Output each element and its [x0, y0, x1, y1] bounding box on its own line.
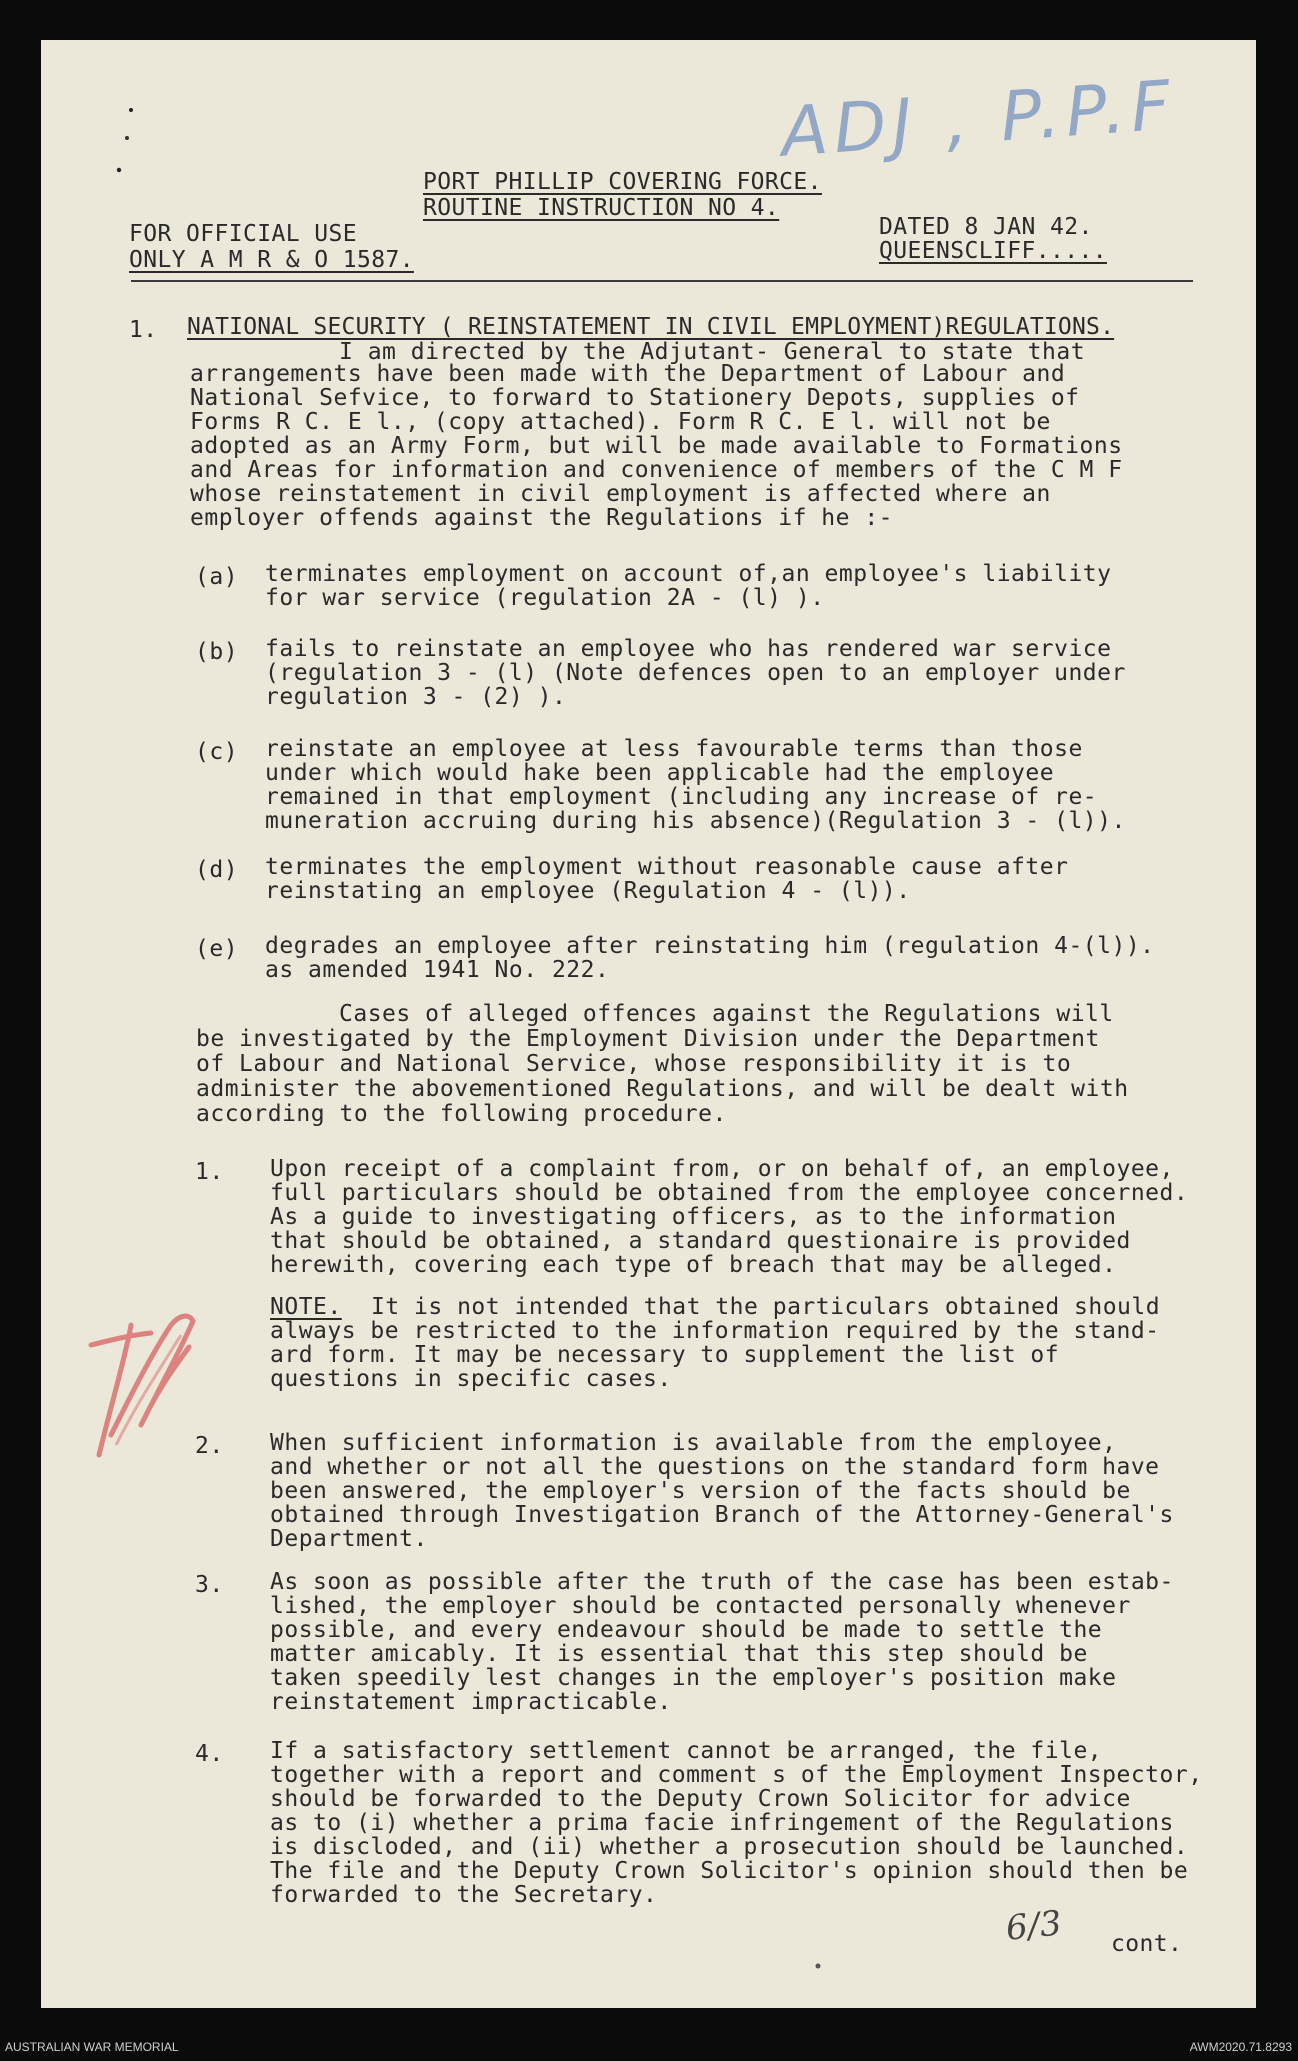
step-line: that should be obtained, a standard questionaire is provided — [270, 1228, 1131, 1254]
offence-line: (regulation 3 - (l) (Note defences open to an employer under — [265, 660, 1126, 686]
footer-reference: AWM2020.71.8293 — [1189, 2040, 1292, 2054]
classification-line-2: ONLY A M R & O 1587. — [129, 247, 414, 273]
offence-line: terminates the employment without reasonable cause after — [265, 854, 1069, 880]
step-line: Department. — [270, 1526, 428, 1552]
step-line: matter amicably. It is essential that this step should be — [270, 1641, 1088, 1667]
step-line: forwarded to the Secretary. — [270, 1882, 658, 1908]
offence-label: (b) — [195, 639, 239, 665]
intro-line: arrangements have been made with the Department of Labour and — [190, 361, 1066, 387]
step-line: herewith, covering each type of breach that may be alleged. — [270, 1252, 1117, 1278]
step-line: reinstatement impracticable. — [270, 1689, 672, 1715]
offence-line: terminates employment on account of,an employee's liability — [265, 561, 1112, 587]
offence-line: as amended 1941 No. 222. — [265, 957, 610, 983]
step-line: taken speedily lest changes in the employer's position make — [270, 1665, 1117, 1691]
step-line: questions in specific cases. — [270, 1366, 672, 1392]
intro-line: adopted as an Army Form, but will be made available to Formations — [190, 433, 1123, 459]
intro-line: whose reinstatement in civil employment is affected where an — [190, 481, 1051, 507]
punch-marks — [81, 80, 141, 190]
intro-line: I am directed by the Adjutant- General to state that — [339, 339, 1086, 365]
step-line: and whether or not all the questions on the standard form have — [270, 1454, 1160, 1480]
offence-line: under which would hake been applicable had the employee — [265, 760, 1055, 786]
small-mark — [813, 1961, 823, 1971]
offence-line: remained in that employment (including any increase of re- — [265, 784, 1098, 810]
step-line: as to (i) whether a prima facie infringement of the Regulations — [270, 1810, 1174, 1836]
step-line: If a satisfactory settlement cannot be arranged, the file, — [270, 1738, 1103, 1764]
intro-line: Forms R C. E l., (copy attached). Form R C. E l. will not be — [190, 409, 1051, 435]
offence-line: fails to reinstate an employee who has rendered war service — [265, 636, 1112, 662]
cases-line: Cases of alleged offences against the Regulations will — [339, 1001, 1114, 1027]
step-line: The file and the Deputy Crown Solicitor's opinion should then be — [270, 1858, 1189, 1884]
cases-line: of Labour and National Service, whose responsibility it is to — [196, 1051, 1072, 1077]
dated-line: DATED 8 JAN 42. — [879, 214, 1093, 240]
classification-line-1: FOR OFFICIAL USE — [129, 221, 357, 247]
step-line: together with a report and comment s of the Employment Inspector, — [270, 1762, 1203, 1788]
offence-line: reinstating an employee (Regulation 4 - (l)). — [265, 878, 911, 904]
continued-marker: cont. — [1111, 1931, 1183, 1957]
step-line: ard form. It may be necessary to supplement the list of — [270, 1342, 1060, 1368]
step-line: full particulars should be obtained from the employee concerned. — [270, 1180, 1189, 1206]
step-line: It is not intended that the particulars obtained should — [371, 1294, 1161, 1320]
document-title: PORT PHILLIP COVERING FORCE. — [423, 169, 822, 195]
step-line: been answered, the employer's version of the facts should be — [270, 1478, 1131, 1504]
step-line: is discloded, and (ii) whether a prosecution should be launched. — [270, 1834, 1189, 1860]
intro-line: employer offends against the Regulations if he :- — [190, 505, 894, 531]
red-initials-mark — [71, 1285, 211, 1465]
cases-line: administer the abovementioned Regulations, and will be dealt with — [196, 1076, 1129, 1102]
step-line: As soon as possible after the truth of the case has been estab- — [270, 1569, 1174, 1595]
section-number: 1. — [129, 317, 158, 343]
step-number: 4. — [195, 1741, 224, 1767]
handwritten-initials: 6/3 — [1004, 1903, 1064, 1949]
offence-line: muneration accruing during his absence)(Regulation 3 - (l)). — [265, 808, 1126, 834]
document-page — [41, 40, 1256, 2008]
offence-line: for war service (regulation 2A - (l) ). — [265, 585, 825, 611]
offence-label: (a) — [195, 564, 239, 590]
offence-label: (d) — [195, 857, 239, 883]
document-subtitle: ROUTINE INSTRUCTION NO 4. — [423, 195, 780, 221]
offence-line: reinstate an employee at less favourable terms than those — [265, 736, 1083, 762]
handwritten-annotation: ADJ , P.P.F — [778, 66, 1179, 173]
step-line: As a guide to investigating officers, as to the information — [270, 1204, 1117, 1230]
location-line: QUEENSCLIFF..... — [879, 238, 1107, 264]
intro-line: and Areas for information and convenience of members of the C M F — [190, 457, 1123, 483]
section-heading: NATIONAL SECURITY ( REINSTATEMENT IN CIVIL EMPLOYMENT)REGULATIONS. — [187, 314, 1115, 340]
offence-line: degrades an employee after reinstating him (regulation 4-(l)). — [265, 933, 1155, 959]
footer-archive-name: AUSTRALIAN WAR MEMORIAL — [5, 2040, 179, 2054]
step-line: should be forwarded to the Deputy Crown Solicitor for advice — [270, 1786, 1131, 1812]
offence-line: regulation 3 - (2) ). — [265, 684, 567, 710]
intro-line: National Sefvice, to forward to Stationery Depots, supplies of — [190, 385, 1080, 411]
step-line: possible, and every endeavour should be made to settle the — [270, 1617, 1103, 1643]
step-line: Upon receipt of a complaint from, or on behalf of, an employee, — [270, 1156, 1174, 1182]
offence-label: (e) — [195, 936, 239, 962]
step-line: When sufficient information is available from the employee, — [270, 1430, 1117, 1456]
step-line: obtained through Investigation Branch of the Attorney-General's — [270, 1502, 1174, 1528]
offence-label: (c) — [195, 739, 239, 765]
step-line: always be restricted to the information required by the stand- — [270, 1318, 1160, 1344]
header-rule — [131, 280, 1193, 282]
step-line: lished, the employer should be contacted personally whenever — [270, 1593, 1131, 1619]
step-number: 3. — [195, 1572, 224, 1598]
step-number: 1. — [195, 1159, 224, 1185]
step-number: 2. — [195, 1433, 224, 1459]
note-label: NOTE. — [270, 1294, 342, 1320]
cases-line: according to the following procedure. — [196, 1101, 727, 1127]
cases-line: be investigated by the Employment Division under the Department — [196, 1026, 1100, 1052]
